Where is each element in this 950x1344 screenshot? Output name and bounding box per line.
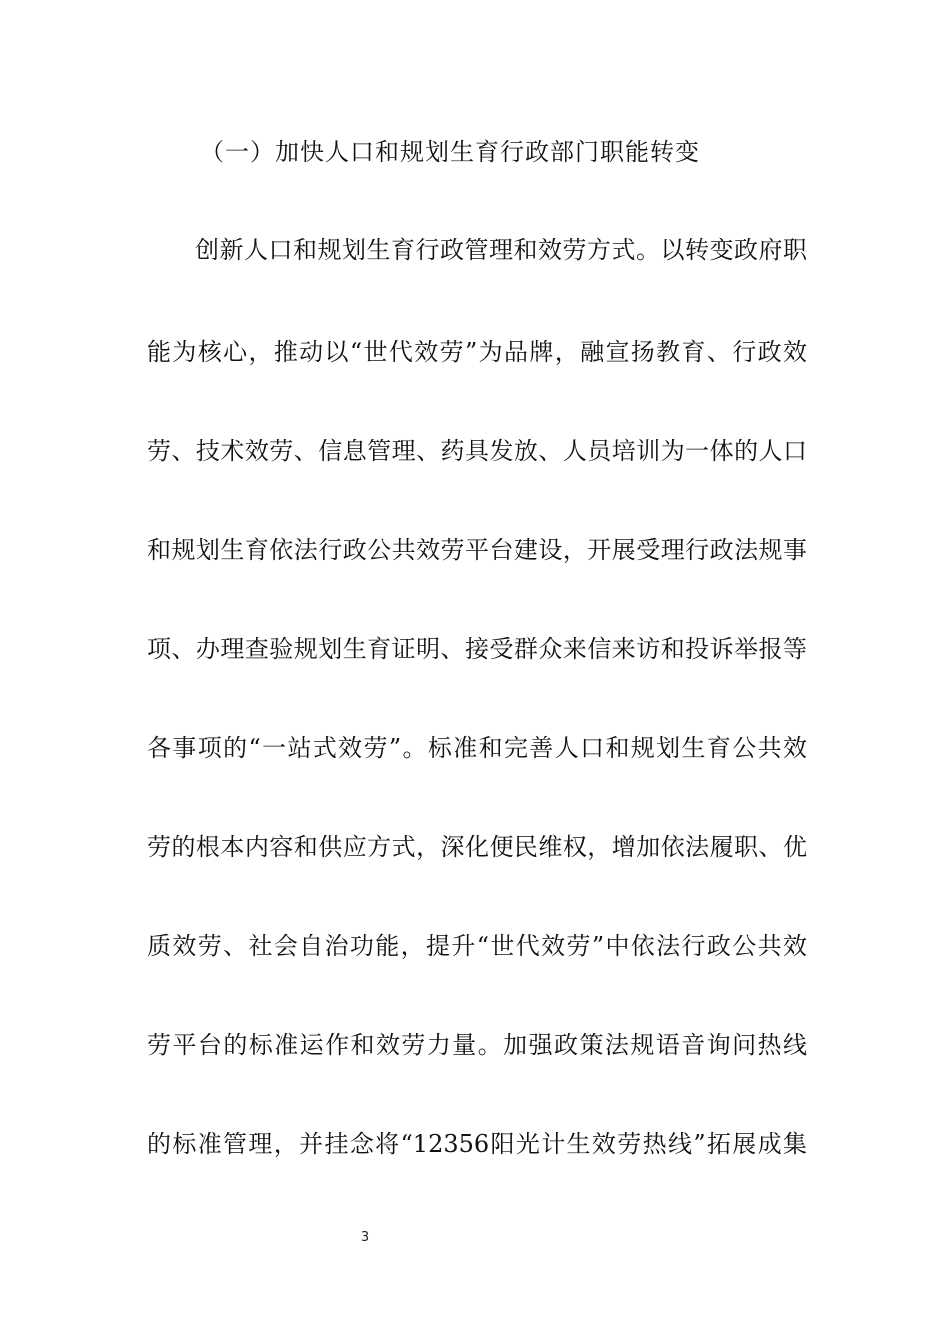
paragraph-line: 的标准管理，并挂念将“12356阳光计生效劳热线”拓展成集 (147, 1130, 807, 1158)
section-heading: （一）加快人口和规划生育行政部门职能转变 (200, 138, 700, 166)
paragraph-line: 各事项的“一站式效劳”。标准和完善人口和规划生育公共效 (147, 734, 807, 762)
paragraph-line: 劳的根本内容和供应方式，深化便民维权，增加依法履职、优 (147, 833, 807, 861)
page-number: 3 (360, 1230, 370, 1245)
paragraph-line: 和规划生育依法行政公共效劳平台建设，开展受理行政法规事 (147, 536, 807, 564)
paragraph-line: 项、办理查验规划生育证明、接受群众来信来访和投诉举报等 (147, 635, 807, 663)
paragraph-line: 能为核心，推动以“世代效劳”为品牌，融宣扬教育、行政效 (147, 338, 807, 366)
paragraph-line: 质效劳、社会自治功能，提升“世代效劳”中依法行政公共效 (147, 932, 807, 960)
paragraph-line: 创新人口和规划生育行政管理和效劳方式。以转变政府职 (195, 236, 807, 264)
paragraph-line: 劳平台的标准运作和效劳力量。加强政策法规语音询问热线 (147, 1031, 807, 1059)
paragraph-line: 劳、技术效劳、信息管理、药具发放、人员培训为一体的人口 (147, 437, 807, 465)
